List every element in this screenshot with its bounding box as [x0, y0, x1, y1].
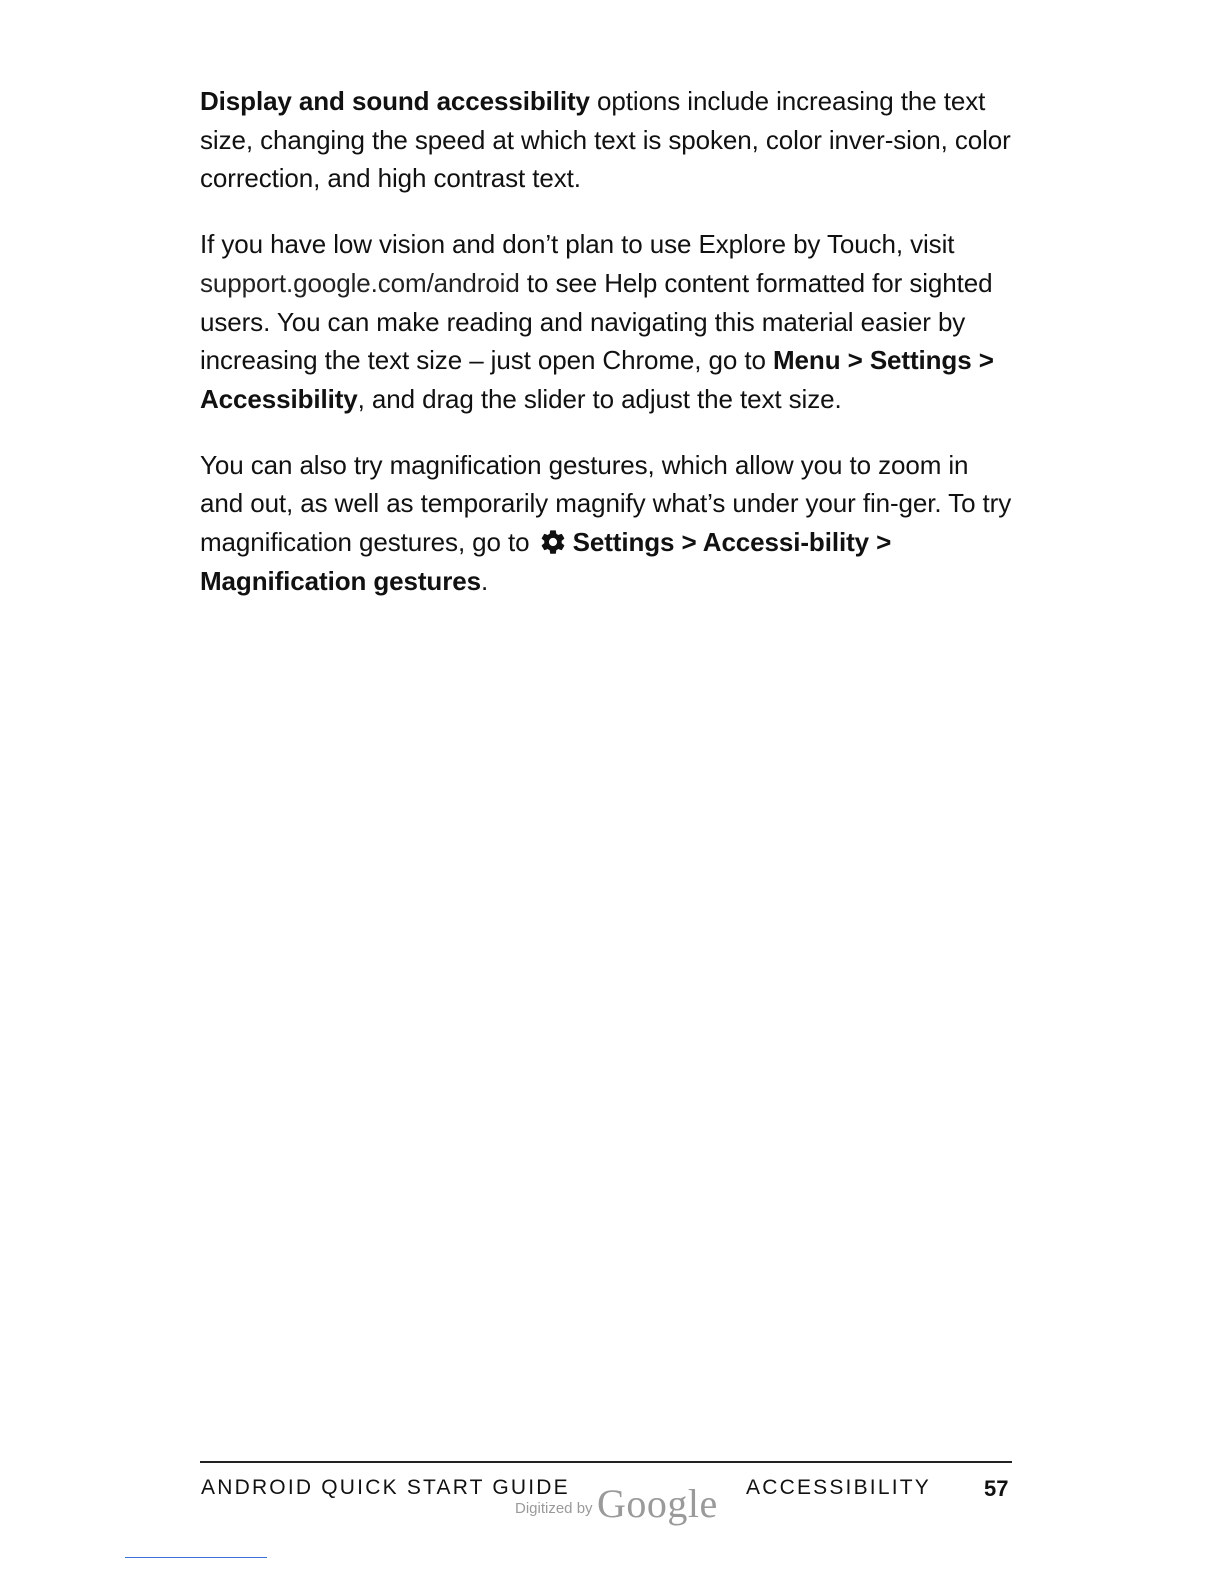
low-vision-text-b: to see Help content formatted for sighted users. You can make reading and navigating this material easier by increasing the text size – just open Chrome, go to: [200, 267, 993, 376]
support-link[interactable]: support.google.com/android: [200, 267, 520, 298]
display-sound-text: options include increasing the text size, changing the speed at which text is spoken, color inver-sion, color correction, and high contrast text.: [200, 86, 1011, 194]
google-digitized-watermark: [515, 1480, 718, 1527]
page-number: 57: [984, 1476, 1009, 1501]
chrome-settings-path: Menu > Settings > Accessibility: [200, 345, 994, 414]
paragraph-magnification: [200, 446, 1012, 601]
low-vision-text-c: , and drag the slider to adjust the text size.: [357, 383, 842, 414]
footer-guide-title: ANDROID QUICK START GUIDE: [201, 1476, 570, 1499]
gear-icon: [539, 528, 567, 556]
digitized-by-text: Digitized by: [515, 1500, 593, 1517]
paragraph-display-sound: [200, 82, 1012, 198]
display-sound-heading: Display and sound accessibility: [200, 86, 590, 116]
magnification-text-b: .: [480, 565, 489, 596]
low-vision-text-a: If you have low vision and don’t plan to use Explore by Touch, visit: [200, 229, 955, 260]
magnification-text-a: You can also try magnification gestures, which allow you to zoom in and out, as well as temporarily magnify what’s under your fin-ger. To try magnification gestures, go to: [200, 449, 1012, 558]
google-wordmark: Google: [597, 1481, 718, 1526]
magnification-settings-path: Settings > Accessi-bility > Magnification gestures: [200, 527, 892, 596]
page-body: [200, 82, 1012, 627]
paragraph-low-vision: [200, 225, 1012, 419]
footer-divider: [200, 1461, 1012, 1463]
footer-section-title: ACCESSIBILITY: [746, 1476, 931, 1499]
scan-edge-line: [125, 1557, 267, 1558]
